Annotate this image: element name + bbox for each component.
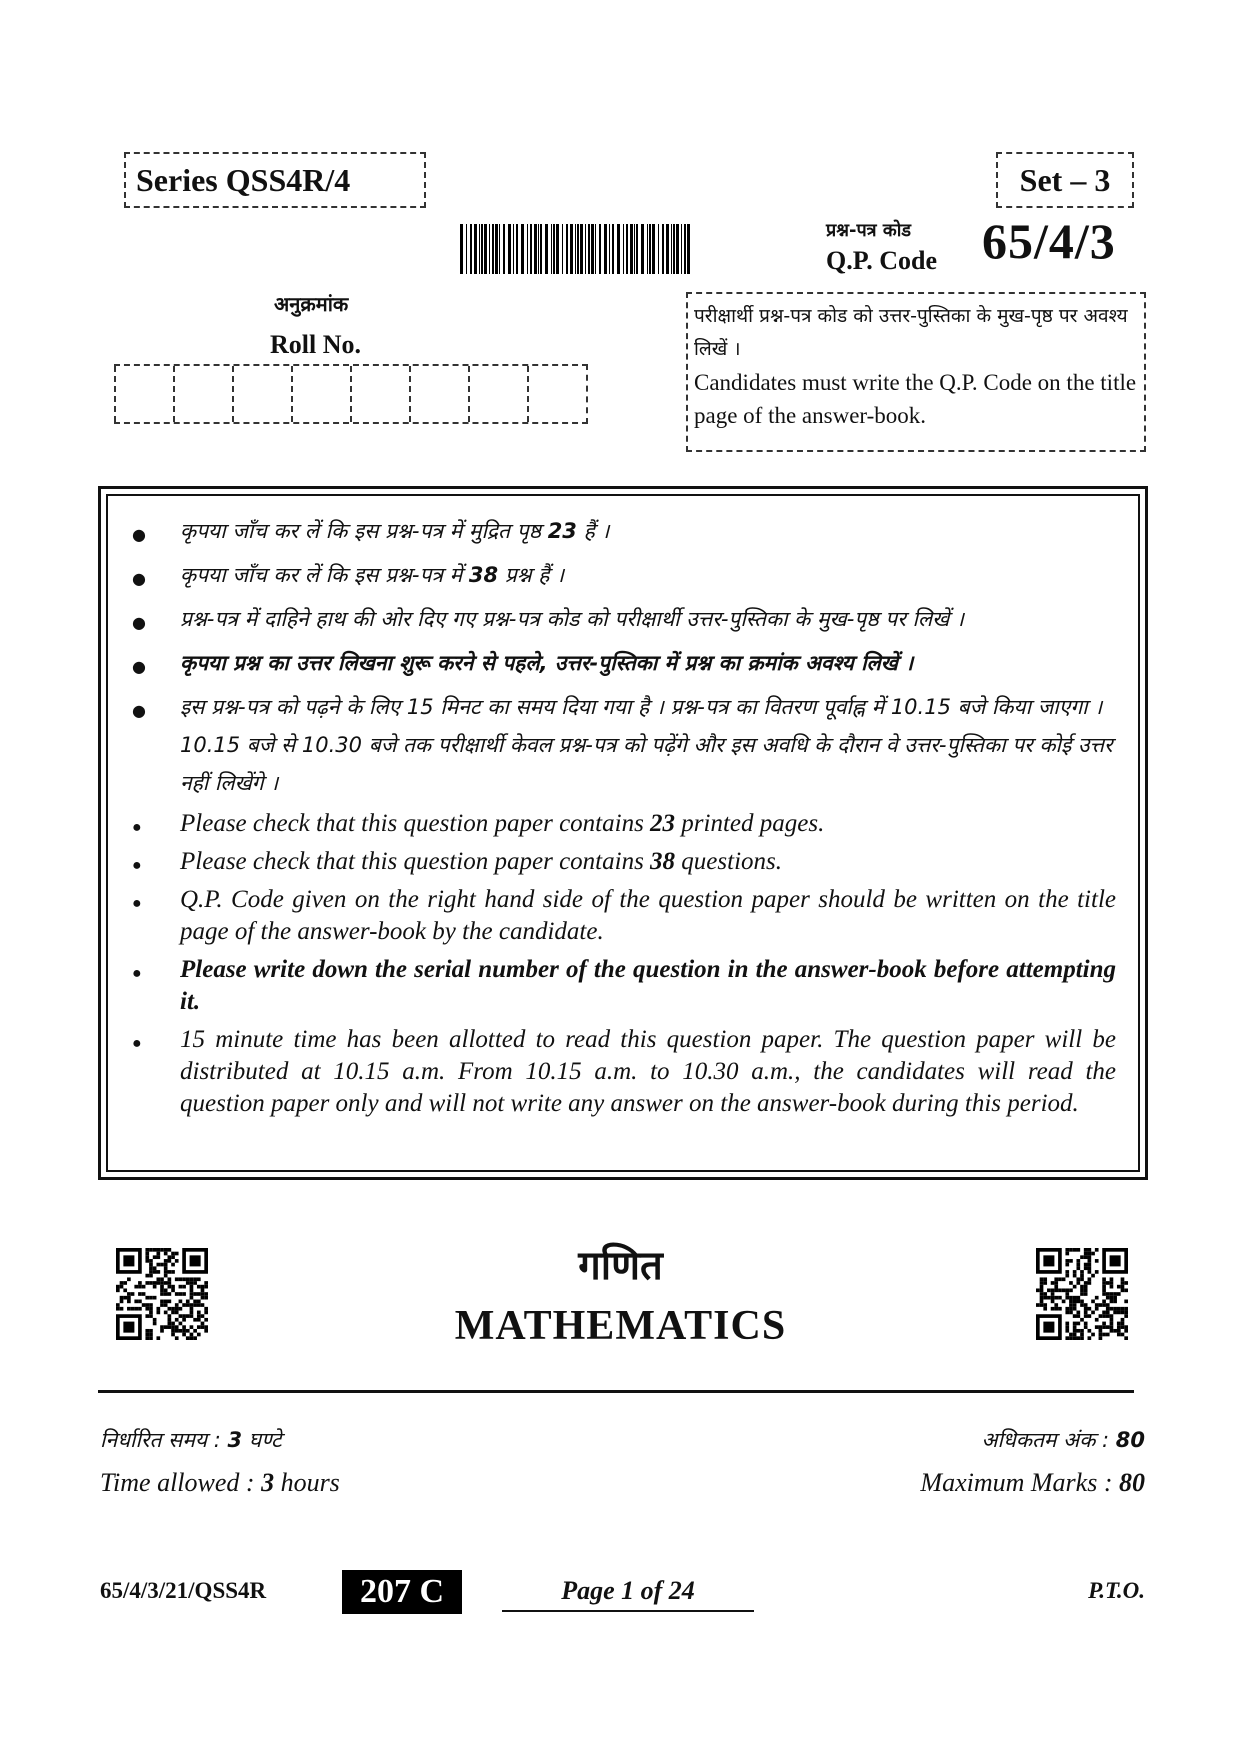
barcode-bar xyxy=(684,224,686,274)
qr-module xyxy=(1106,1296,1110,1300)
roll-number-boxes[interactable] xyxy=(114,364,588,424)
barcode-bar xyxy=(612,224,614,274)
qr-module xyxy=(120,1296,124,1300)
qr-module xyxy=(127,1296,131,1300)
instruction-hindi-serial: ● कृपया प्रश्न का उत्तर लिखना शुरू करने से पहले, उत्तर-पुस्तिका में प्रश्न का क्रमांक अवश्य लिखें । xyxy=(132,644,1116,682)
barcode-bar xyxy=(599,224,601,274)
time-allowed: Time allowed : 3 hours xyxy=(100,1468,340,1497)
barcode-bar xyxy=(634,224,635,274)
qr-module xyxy=(1051,1292,1055,1296)
instruction-english-questions: ● Please check that this question paper contains 38 questions. xyxy=(132,846,1116,878)
barcode-bar xyxy=(521,224,524,274)
roll-number-cell[interactable] xyxy=(409,366,468,422)
qr-module xyxy=(1080,1292,1084,1296)
qr-module xyxy=(190,1292,194,1296)
qr-module xyxy=(201,1292,205,1296)
barcode-bar xyxy=(538,224,539,274)
roll-label-hindi: अनुक्रमांक xyxy=(274,292,349,316)
barcode-bar xyxy=(470,224,472,274)
instruction-hindi-pages: ● कृपया जाँच कर लें कि इस प्रश्न-पत्र में मुद्रित पृष्ठ 23 हैं । xyxy=(132,512,1116,550)
qr-module xyxy=(1047,1296,1051,1300)
barcode-bar xyxy=(609,224,610,274)
qr-module xyxy=(1113,1296,1117,1300)
barcode-bar xyxy=(562,224,563,274)
qr-module xyxy=(145,1296,149,1300)
barcode-bar xyxy=(570,224,573,274)
qr-module xyxy=(142,1292,146,1296)
barcode-bar xyxy=(513,224,514,274)
roll-label: Roll No. xyxy=(270,330,361,359)
barcode-bar xyxy=(580,224,583,274)
barcode-bar xyxy=(649,224,651,274)
time-allowed-hindi: निर्धारित समय : 3 घण्टे xyxy=(100,1428,282,1452)
subject-title-hindi: गणित xyxy=(578,1243,663,1289)
set-label: Set – 3 xyxy=(996,152,1134,208)
qr-module xyxy=(1102,1292,1106,1296)
barcode-bar xyxy=(566,224,568,274)
barcode-bar xyxy=(489,224,490,274)
roll-number-cell[interactable] xyxy=(350,366,409,422)
qr-module xyxy=(153,1296,157,1300)
qr-module xyxy=(1117,1292,1121,1296)
qr-module xyxy=(127,1292,131,1296)
barcode-bar xyxy=(673,224,675,274)
barcode-bar xyxy=(499,224,500,274)
barcode-bar xyxy=(534,224,537,274)
instruction-english-serial: ● Please write down the serial number of the question in the answer-book before attempting it. xyxy=(132,954,1116,1018)
qr-module xyxy=(1084,1292,1088,1296)
barcode-bar xyxy=(495,224,498,274)
qr-module xyxy=(164,1292,168,1296)
candidate-note-hindi: परीक्षार्थी प्रश्न-पत्र कोड को उत्तर-पुस्तिका के मुख-पृष्ठ पर अवश्य लिखें । xyxy=(694,305,1128,360)
qr-module xyxy=(1040,1292,1044,1296)
roll-number-cell[interactable] xyxy=(468,366,527,422)
qr-module xyxy=(1043,1292,1047,1296)
qp-code-label-hindi: प्रश्न-पत्र कोड xyxy=(826,220,911,241)
barcode-bar xyxy=(681,224,682,274)
page-number: Page 1 of 24 xyxy=(502,1576,754,1612)
qr-module xyxy=(204,1292,208,1296)
barcode-bar xyxy=(545,224,548,274)
qr-module xyxy=(1073,1296,1077,1300)
qp-code-label: Q.P. Code xyxy=(826,246,937,275)
maximum-marks-hindi: अधिकतम अंक : 80 xyxy=(981,1428,1145,1452)
barcode-bar xyxy=(556,224,559,274)
qr-module xyxy=(179,1292,183,1296)
barcode-bar xyxy=(508,224,511,274)
barcode-bar xyxy=(585,224,586,274)
qr-module xyxy=(1113,1292,1117,1296)
qr-module xyxy=(1040,1296,1044,1300)
barcode-bar xyxy=(503,224,505,274)
barcode-bar xyxy=(466,224,467,274)
barcode-graphic xyxy=(460,224,692,274)
qr-module xyxy=(1065,1292,1069,1296)
barcode-bar xyxy=(623,224,624,274)
qr-module xyxy=(1110,1292,1114,1296)
divider xyxy=(98,1390,1134,1393)
qr-module xyxy=(1110,1296,1114,1300)
barcode-bar xyxy=(474,224,477,274)
barcode-bar xyxy=(658,224,659,274)
barcode-bar xyxy=(527,224,528,274)
barcode-bar xyxy=(591,224,594,274)
qr-module xyxy=(1076,1296,1080,1300)
instruction-hindi-qp-code: ● प्रश्न-पत्र में दाहिने हाथ की ओर दिए गए प्रश्न-पत्र कोड को परीक्षार्थी उत्तर-पुस्तिका के मुख-पृष्ठ पर लिखें । xyxy=(132,600,1116,638)
roll-number-cell[interactable] xyxy=(527,366,586,422)
barcode-bar xyxy=(588,224,590,274)
series-label: Series QSS4R/4 xyxy=(124,152,426,208)
instructions-box xyxy=(98,486,1148,1180)
barcode-bar xyxy=(492,224,494,274)
qr-module xyxy=(1095,1296,1099,1300)
qr-module xyxy=(1069,1296,1073,1300)
barcode-bar xyxy=(551,224,552,274)
barcode-bar xyxy=(516,224,518,274)
candidate-note-box xyxy=(686,292,1146,452)
barcode-bar xyxy=(479,224,480,274)
barcode-bar xyxy=(481,224,483,274)
barcode-bar xyxy=(553,224,555,274)
roll-number-cell[interactable] xyxy=(173,366,232,422)
barcode-bar xyxy=(641,224,644,274)
qr-module xyxy=(1054,1296,1058,1300)
barcode-bar xyxy=(652,224,655,274)
barcode-bar xyxy=(540,224,542,274)
qr-module xyxy=(1106,1292,1110,1296)
candidate-note-english: Candidates must write the Q.P. Code on the title page of the answer-book. xyxy=(694,370,1137,428)
qr-module xyxy=(168,1292,172,1296)
pto-label: P.T.O. xyxy=(1088,1578,1145,1603)
qr-module xyxy=(1043,1296,1047,1300)
barcode-bar xyxy=(484,224,487,274)
qr-module xyxy=(160,1292,164,1296)
footer-badge: 207 C xyxy=(342,1570,462,1614)
qr-module xyxy=(175,1292,179,1296)
qr-module xyxy=(1065,1296,1069,1300)
qr-module xyxy=(138,1292,142,1296)
qr-module xyxy=(201,1296,205,1300)
qr-module xyxy=(193,1292,197,1296)
barcode-bar xyxy=(687,224,690,274)
instructions-list xyxy=(132,512,1116,1120)
barcode-bar xyxy=(617,224,620,274)
qr-module xyxy=(197,1292,201,1296)
barcode-bar xyxy=(676,224,679,274)
roll-number-cell[interactable] xyxy=(291,366,350,422)
qr-module xyxy=(1058,1296,1062,1300)
instruction-hindi-reading-time: ● इस प्रश्न-पत्र को पढ़ने के लिए 15 मिनट का समय दिया गया है । प्रश्न-पत्र का वितरण पूर्वाह्न में 10.15 बजे किया जाएगा । 10.15 बजे से 10.30 बजे तक परीक्षार्थी केवल प्रश्न-पत्र को पढ़ेंगे और इस अवधि के दौरान वे उत्तर-पुस्तिका पर कोई उत्तर नहीं लिखेंगे । xyxy=(132,688,1116,802)
instruction-english-reading-time: ● 15 minute time has been allotted to read this question paper. The question paper will be distributed at 10.15 a.m. From 10.15 a.m. to 10.30 a.m., the candidates will read the question paper only and will not write any answer on the answer-book during this period. xyxy=(132,1024,1116,1120)
instruction-hindi-questions: ● कृपया जाँच कर लें कि इस प्रश्न-पत्र में 38 प्रश्न हैं । xyxy=(132,556,1116,594)
qr-module xyxy=(204,1296,208,1300)
footer-paper-code: 65/4/3/21/QSS4R xyxy=(100,1578,267,1603)
barcode-bar xyxy=(604,224,607,274)
subject-title: MATHEMATICS xyxy=(454,1303,787,1349)
barcode-bar xyxy=(666,224,669,274)
instruction-english-qp-code: ● Q.P. Code given on the right hand side of the question paper should be written on the title page of the answer-book by the candidate. xyxy=(132,884,1116,948)
qr-module xyxy=(1051,1296,1055,1300)
barcode-bar xyxy=(575,224,576,274)
qp-code-value: 65/4/3 xyxy=(982,213,1116,269)
qr-module xyxy=(149,1296,153,1300)
qr-module xyxy=(131,1292,135,1296)
instruction-english-pages: ● Please check that this question paper contains 23 printed pages. xyxy=(132,808,1116,840)
qr-module xyxy=(182,1292,186,1296)
barcode-bar xyxy=(577,224,579,274)
barcode-bar xyxy=(626,224,628,274)
barcode-bar xyxy=(662,224,664,274)
barcode-bar xyxy=(636,224,638,274)
barcode-bar xyxy=(595,224,596,274)
barcode-bar xyxy=(630,224,633,274)
barcode-bar xyxy=(647,224,648,274)
qr-module xyxy=(190,1296,194,1300)
barcode-bar xyxy=(671,224,672,274)
roll-number-cell[interactable] xyxy=(232,366,291,422)
maximum-marks: Maximum Marks : 80 xyxy=(920,1468,1145,1497)
barcode-bar xyxy=(530,224,532,274)
roll-number-cell[interactable] xyxy=(114,366,173,422)
qr-module xyxy=(123,1296,127,1300)
barcode-bar xyxy=(460,224,463,274)
